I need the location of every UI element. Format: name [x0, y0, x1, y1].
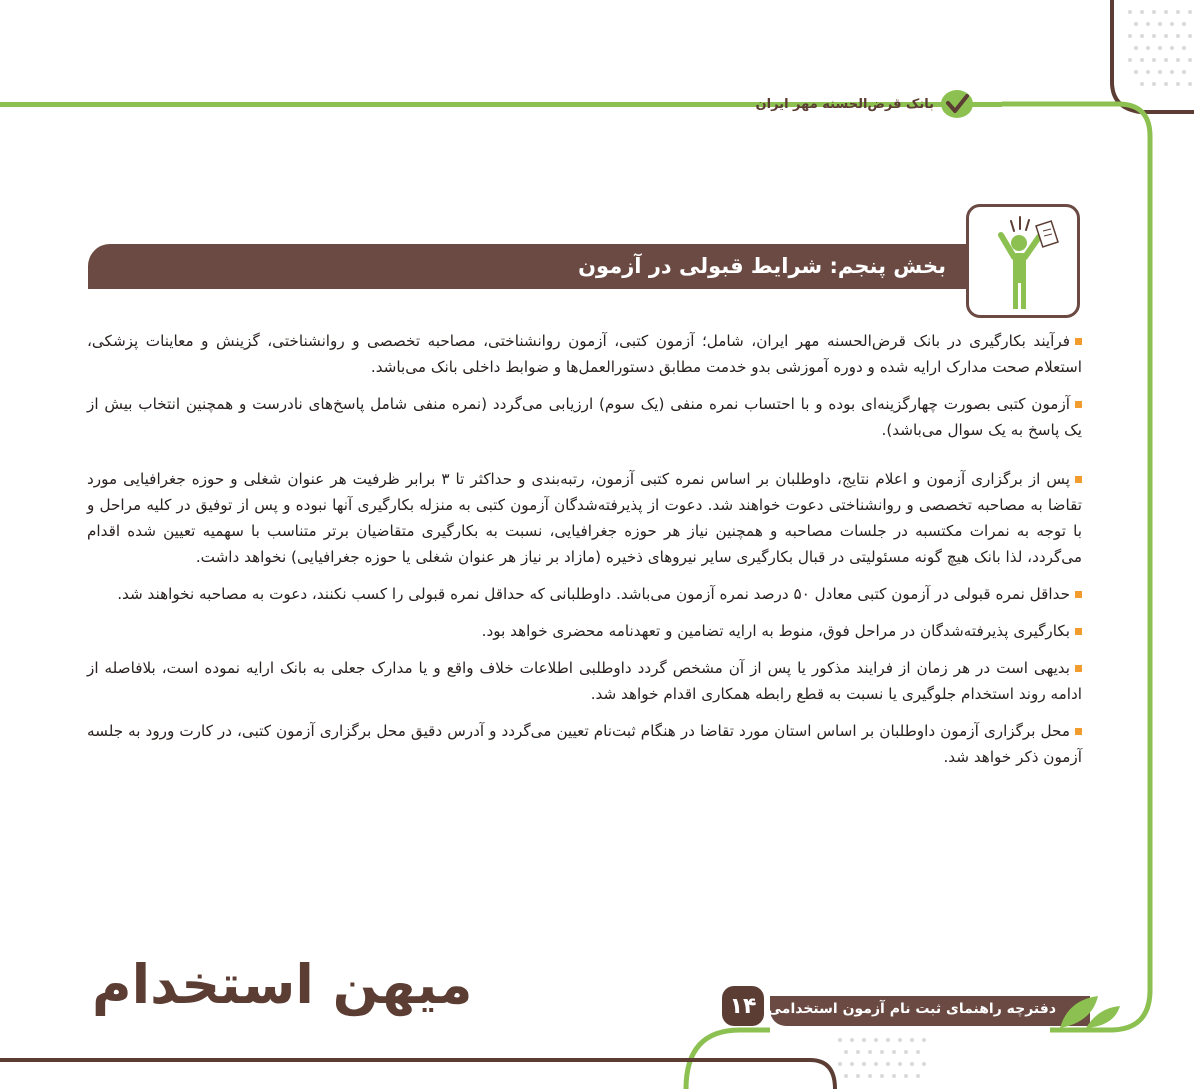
cheering-person-icon — [969, 207, 1077, 315]
paragraph: پس از برگزاری آزمون و اعلام نتایج، داوطلبان بر اساس نمره کتبی آزمون، رتبه‌بندی و حداکثر تا ۳ برابر ظرفیت هر عنوان شغلی و حوزه جغرافیایی مورد تقاضا به مصاحبه تخصصی و روانشناختی دعوت خواهند شد. دعوت از پذیرفته‌شدگان آزمون کتبی به منزله بکارگیری آنها نبوده و پس از توفیق در کلیه مراحل و با توجه به نمرات مکتسبه در جلسات مصاحبه و همچنین نیاز هر حوزه جغرافیایی، نسبت به بکارگیری متقاضیان برتر متناسب با سهمیه تعیین شده اقدام می‌گردد، لذا بانک هیچ گونه مسئولیتی در قبال بکارگیری سایر نیروهای ذخیره (مازاد بر نیاز هر عنوان شغلی یا حوزه جغرافیایی) نخواهد داشت. — [87, 470, 1082, 566]
section-icon-box — [966, 204, 1080, 318]
paragraph: بدیهی است در هر زمان از فرایند مذکور یا پس از آن مشخص گردد داوطلبی اطلاعات خلاف واقع و یا مدارک جعلی به بانک ارایه نموده است، بلافاصله از ادامه روند استخدام جلوگیری یا نسبت به قطع رابطه همکاری اقدام خواهد شد. — [87, 659, 1082, 703]
orange-bullet-icon — [1075, 401, 1082, 408]
booklet-title: دفترچه راهنمای ثبت نام آزمون استخدامی — [767, 1001, 1056, 1017]
orange-bullet-icon — [1075, 476, 1082, 483]
page-number: ۱۴ — [722, 986, 764, 1026]
paragraph: آزمون کتبی بصورت چهارگزینه‌ای بوده و با احتساب نمره منفی (یک سوم) ارزیابی می‌گردد (نمره منفی شامل پاسخ‌های نادرست و همچنین انتخاب بیش از یک پاسخ به یک سوال می‌باشد). — [87, 395, 1082, 439]
orange-bullet-icon — [1075, 338, 1082, 345]
checkmark-leaf-icon — [940, 89, 974, 119]
footer-rule — [0, 1058, 810, 1062]
paragraph: فرآیند بکارگیری در بانک قرض‌الحسنه مهر ایران، شامل؛ آزمون کتبی، آزمون روانشناختی، مصاحبه تخصصی و روانشناختی، گزینش و معاینات پزشکی، استعلام صحت مدارک ارایه شده و دوره آموزشی بدو خدمت مطابق دستورالعمل‌ها و ضوابط داخلی بانک می‌باشد. — [87, 332, 1082, 376]
orange-bullet-icon — [1075, 728, 1082, 735]
orange-bullet-icon — [1075, 591, 1082, 598]
orange-bullet-icon — [1075, 665, 1082, 672]
green-leaf-icon — [1058, 994, 1122, 1030]
site-logo: میهن استخدام — [92, 953, 473, 1016]
paragraph: محل برگزاری آزمون داوطلبان بر اساس استان مورد تقاضا در هنگام ثبت‌نام تعیین می‌گردد و آدرس دقیق محل برگزاری آزمون کتبی، در کارت ورود به جلسه آزمون ذکر خواهد شد. — [87, 722, 1082, 766]
orange-bullet-icon — [1075, 628, 1082, 635]
paragraph: حداقل نمره قبولی در آزمون کتبی معادل ۵۰ درصد نمره آزمون می‌باشد. داوطلبانی که حداقل نمره قبولی را کسب نکنند، دعوت به مصاحبه نخواهند شد. — [87, 581, 1082, 607]
paragraph: بکارگیری پذیرفته‌شدگان در مراحل فوق، منوط به ارایه تضامین و تعهدنامه محضری خواهد بود. — [87, 618, 1082, 644]
content-body — [87, 328, 1082, 781]
brand — [756, 89, 974, 119]
section-title: بخش پنجم: شرایط قبولی در آزمون — [578, 254, 946, 278]
brand-name: بانک قرض‌الحسنه مهر ایران — [755, 96, 934, 112]
